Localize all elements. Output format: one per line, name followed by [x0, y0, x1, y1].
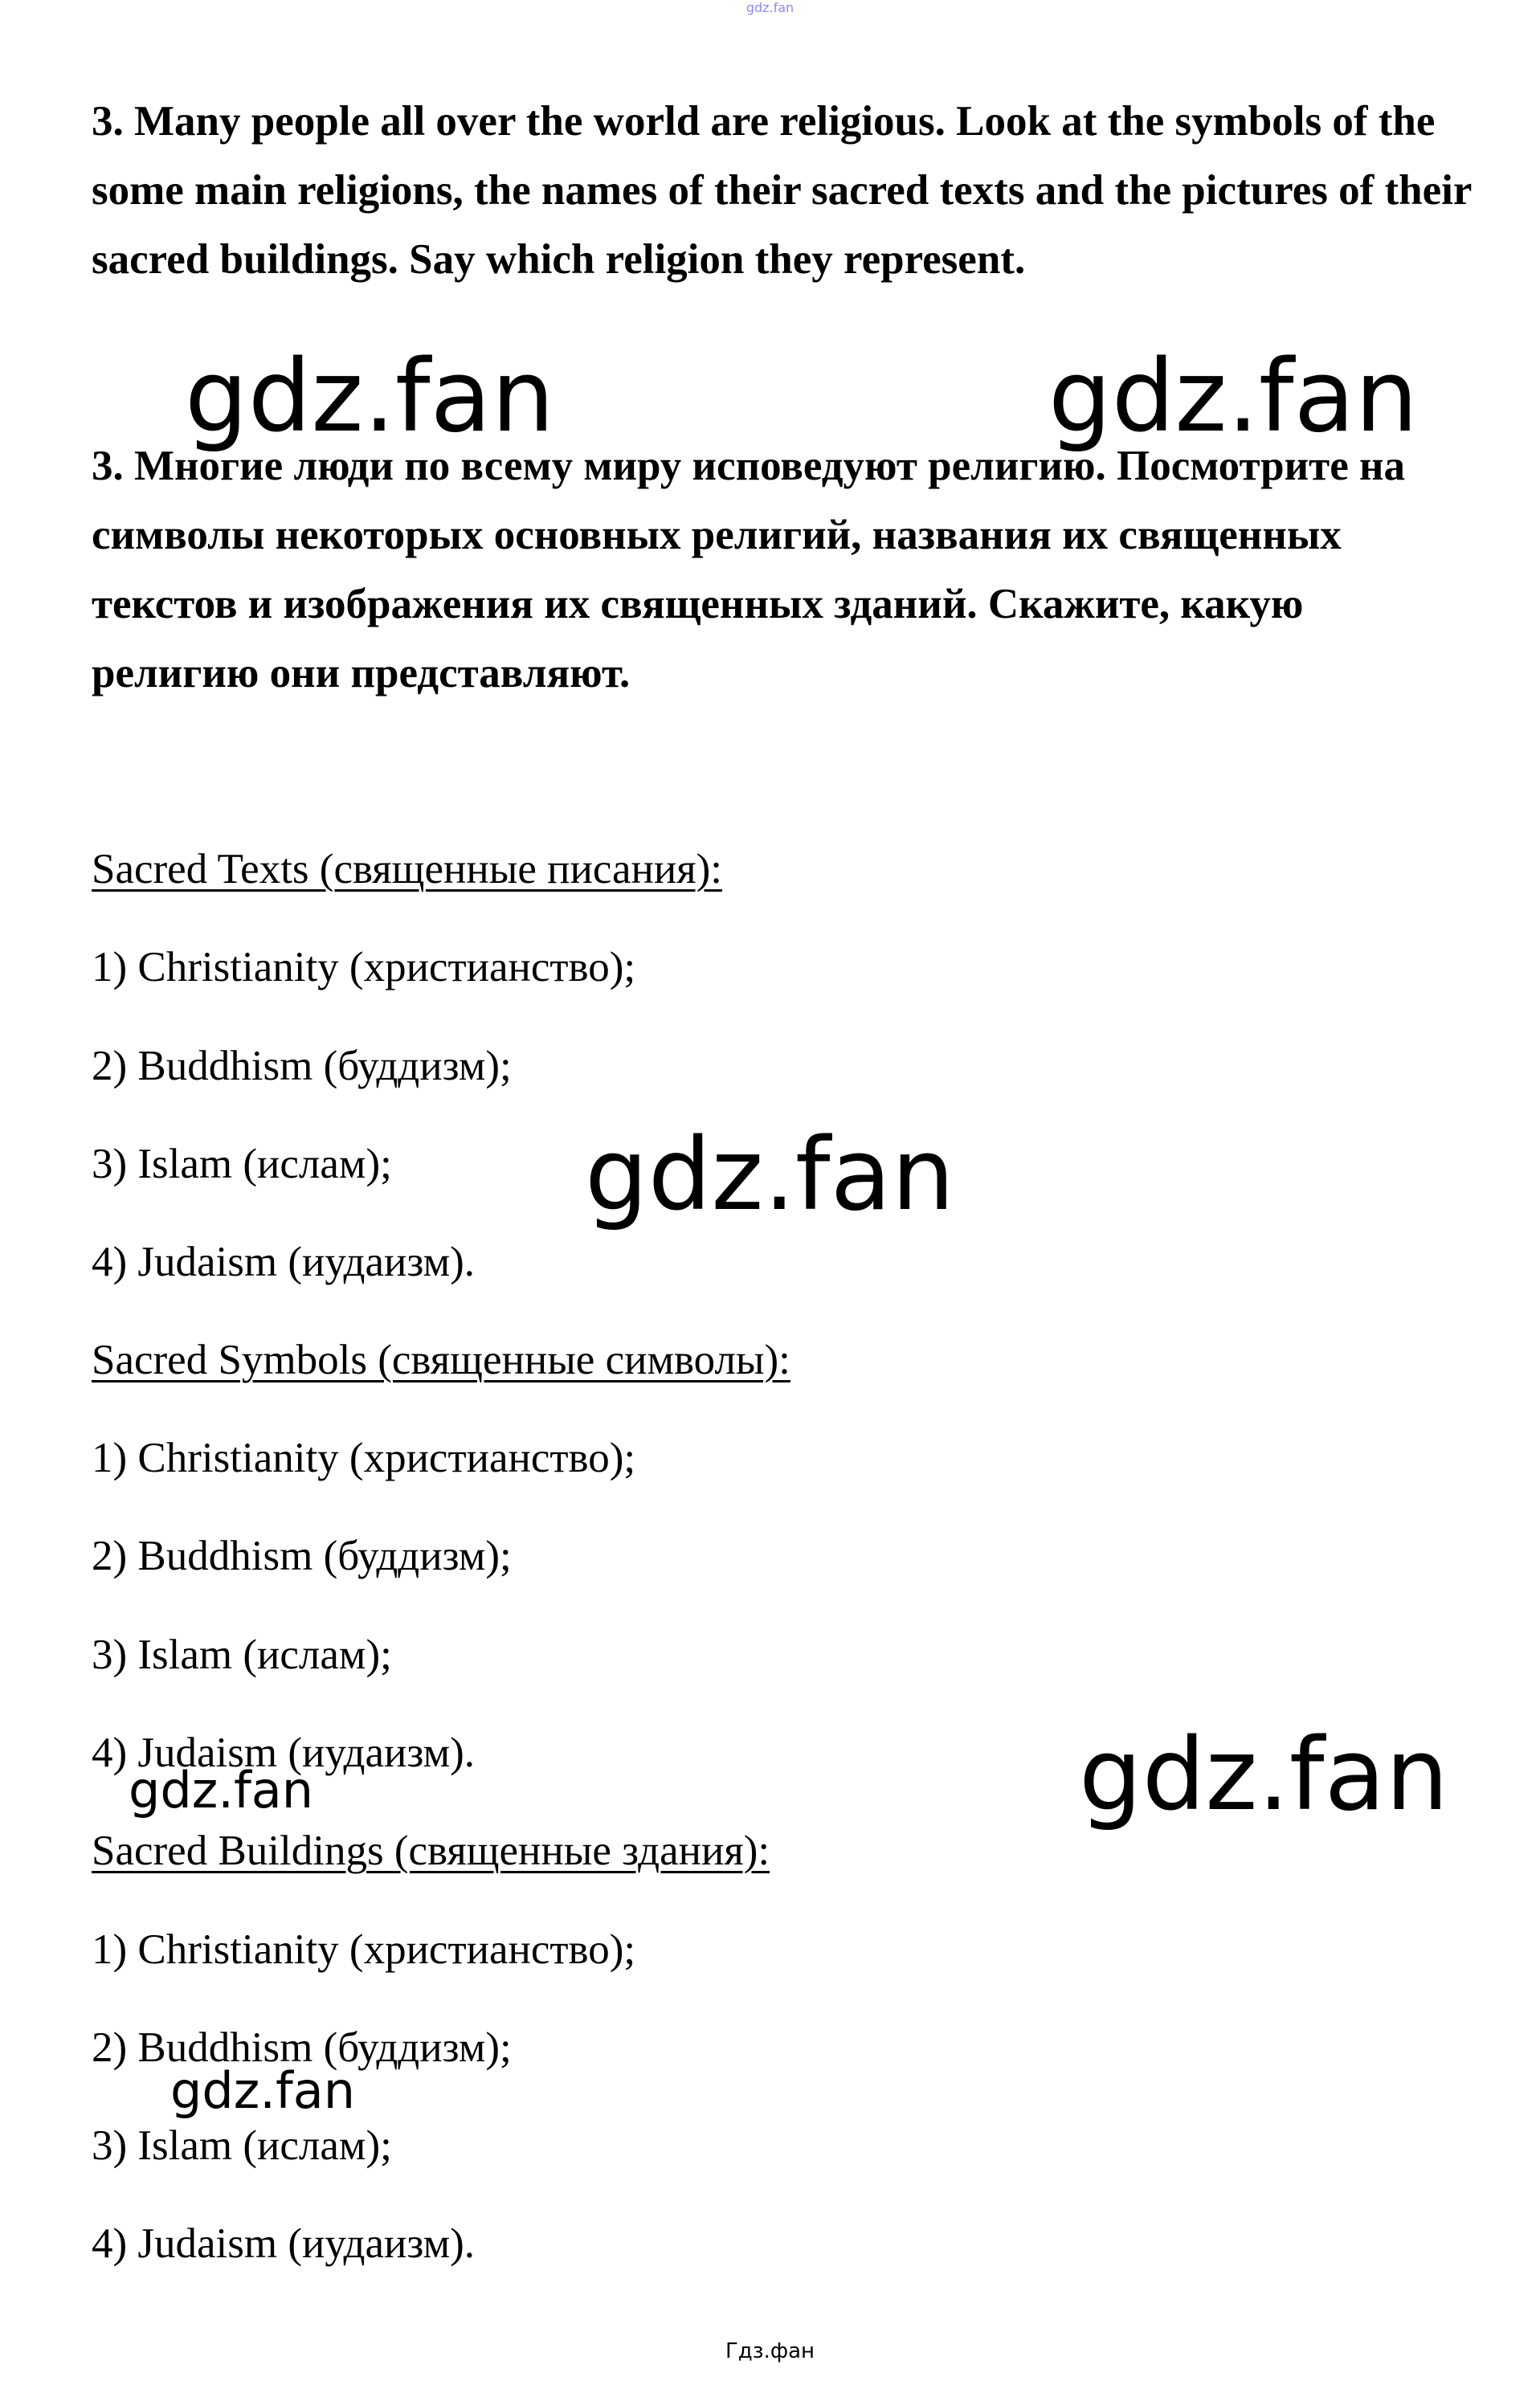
section-heading-sacred-buildings: Sacred Buildings (священные здания):: [92, 1828, 770, 1874]
list-item: 1) Christianity (христианство);: [92, 944, 636, 990]
list-item: 4) Judaism (иудаизм).: [92, 2220, 476, 2267]
list-item: 3) Islam (ислам);: [92, 1141, 392, 1187]
list-item: 3) Islam (ислам);: [92, 1632, 392, 1678]
list-item: 4) Judaism (иудаизм).: [92, 1730, 476, 1776]
header-watermark: gdz.fan: [745, 0, 795, 15]
list-item: 1) Christianity (христианство);: [92, 1926, 636, 1973]
list-item: 4) Judaism (иудаизм).: [92, 1239, 476, 1285]
watermark-text: gdz.fan: [585, 1117, 955, 1233]
list-item: 2) Buddhism (буддизм);: [92, 1043, 512, 1089]
list-item: 1) Christianity (христианство);: [92, 1435, 636, 1481]
watermark-text: gdz.fan: [129, 1761, 314, 1819]
section-heading-sacred-symbols: Sacred Symbols (священные символы):: [92, 1337, 790, 1383]
footer-watermark: Гдз.фан: [725, 2339, 815, 2363]
watermark-text: gdz.fan: [1048, 339, 1419, 455]
task-text-english: 3. Many people all over the world are religious. Look at the symbols of the some main religions, the names of their sacred texts and the pictures of their sacred buildings. Say which religion they represent.: [92, 98, 1472, 283]
list-item: 2) Buddhism (буддизм);: [92, 2024, 512, 2071]
list-item: 2) Buddhism (буддизм);: [92, 1533, 512, 1579]
watermark-text: gdz.fan: [185, 339, 555, 455]
task-text-russian: 3. Многие люди по всему миру исповедуют религию. Посмотрите на символы некоторых основных религий, названия их священных текстов и изображения их священных зданий. Скажите, какую религию они представляют.: [92, 443, 1406, 696]
watermark-text: gdz.fan: [170, 2061, 356, 2120]
list-item: 3) Islam (ислам);: [92, 2122, 392, 2169]
section-heading-sacred-texts: Sacred Texts (священные писания):: [92, 846, 723, 892]
watermark-text: gdz.fan: [1079, 1717, 1449, 1833]
